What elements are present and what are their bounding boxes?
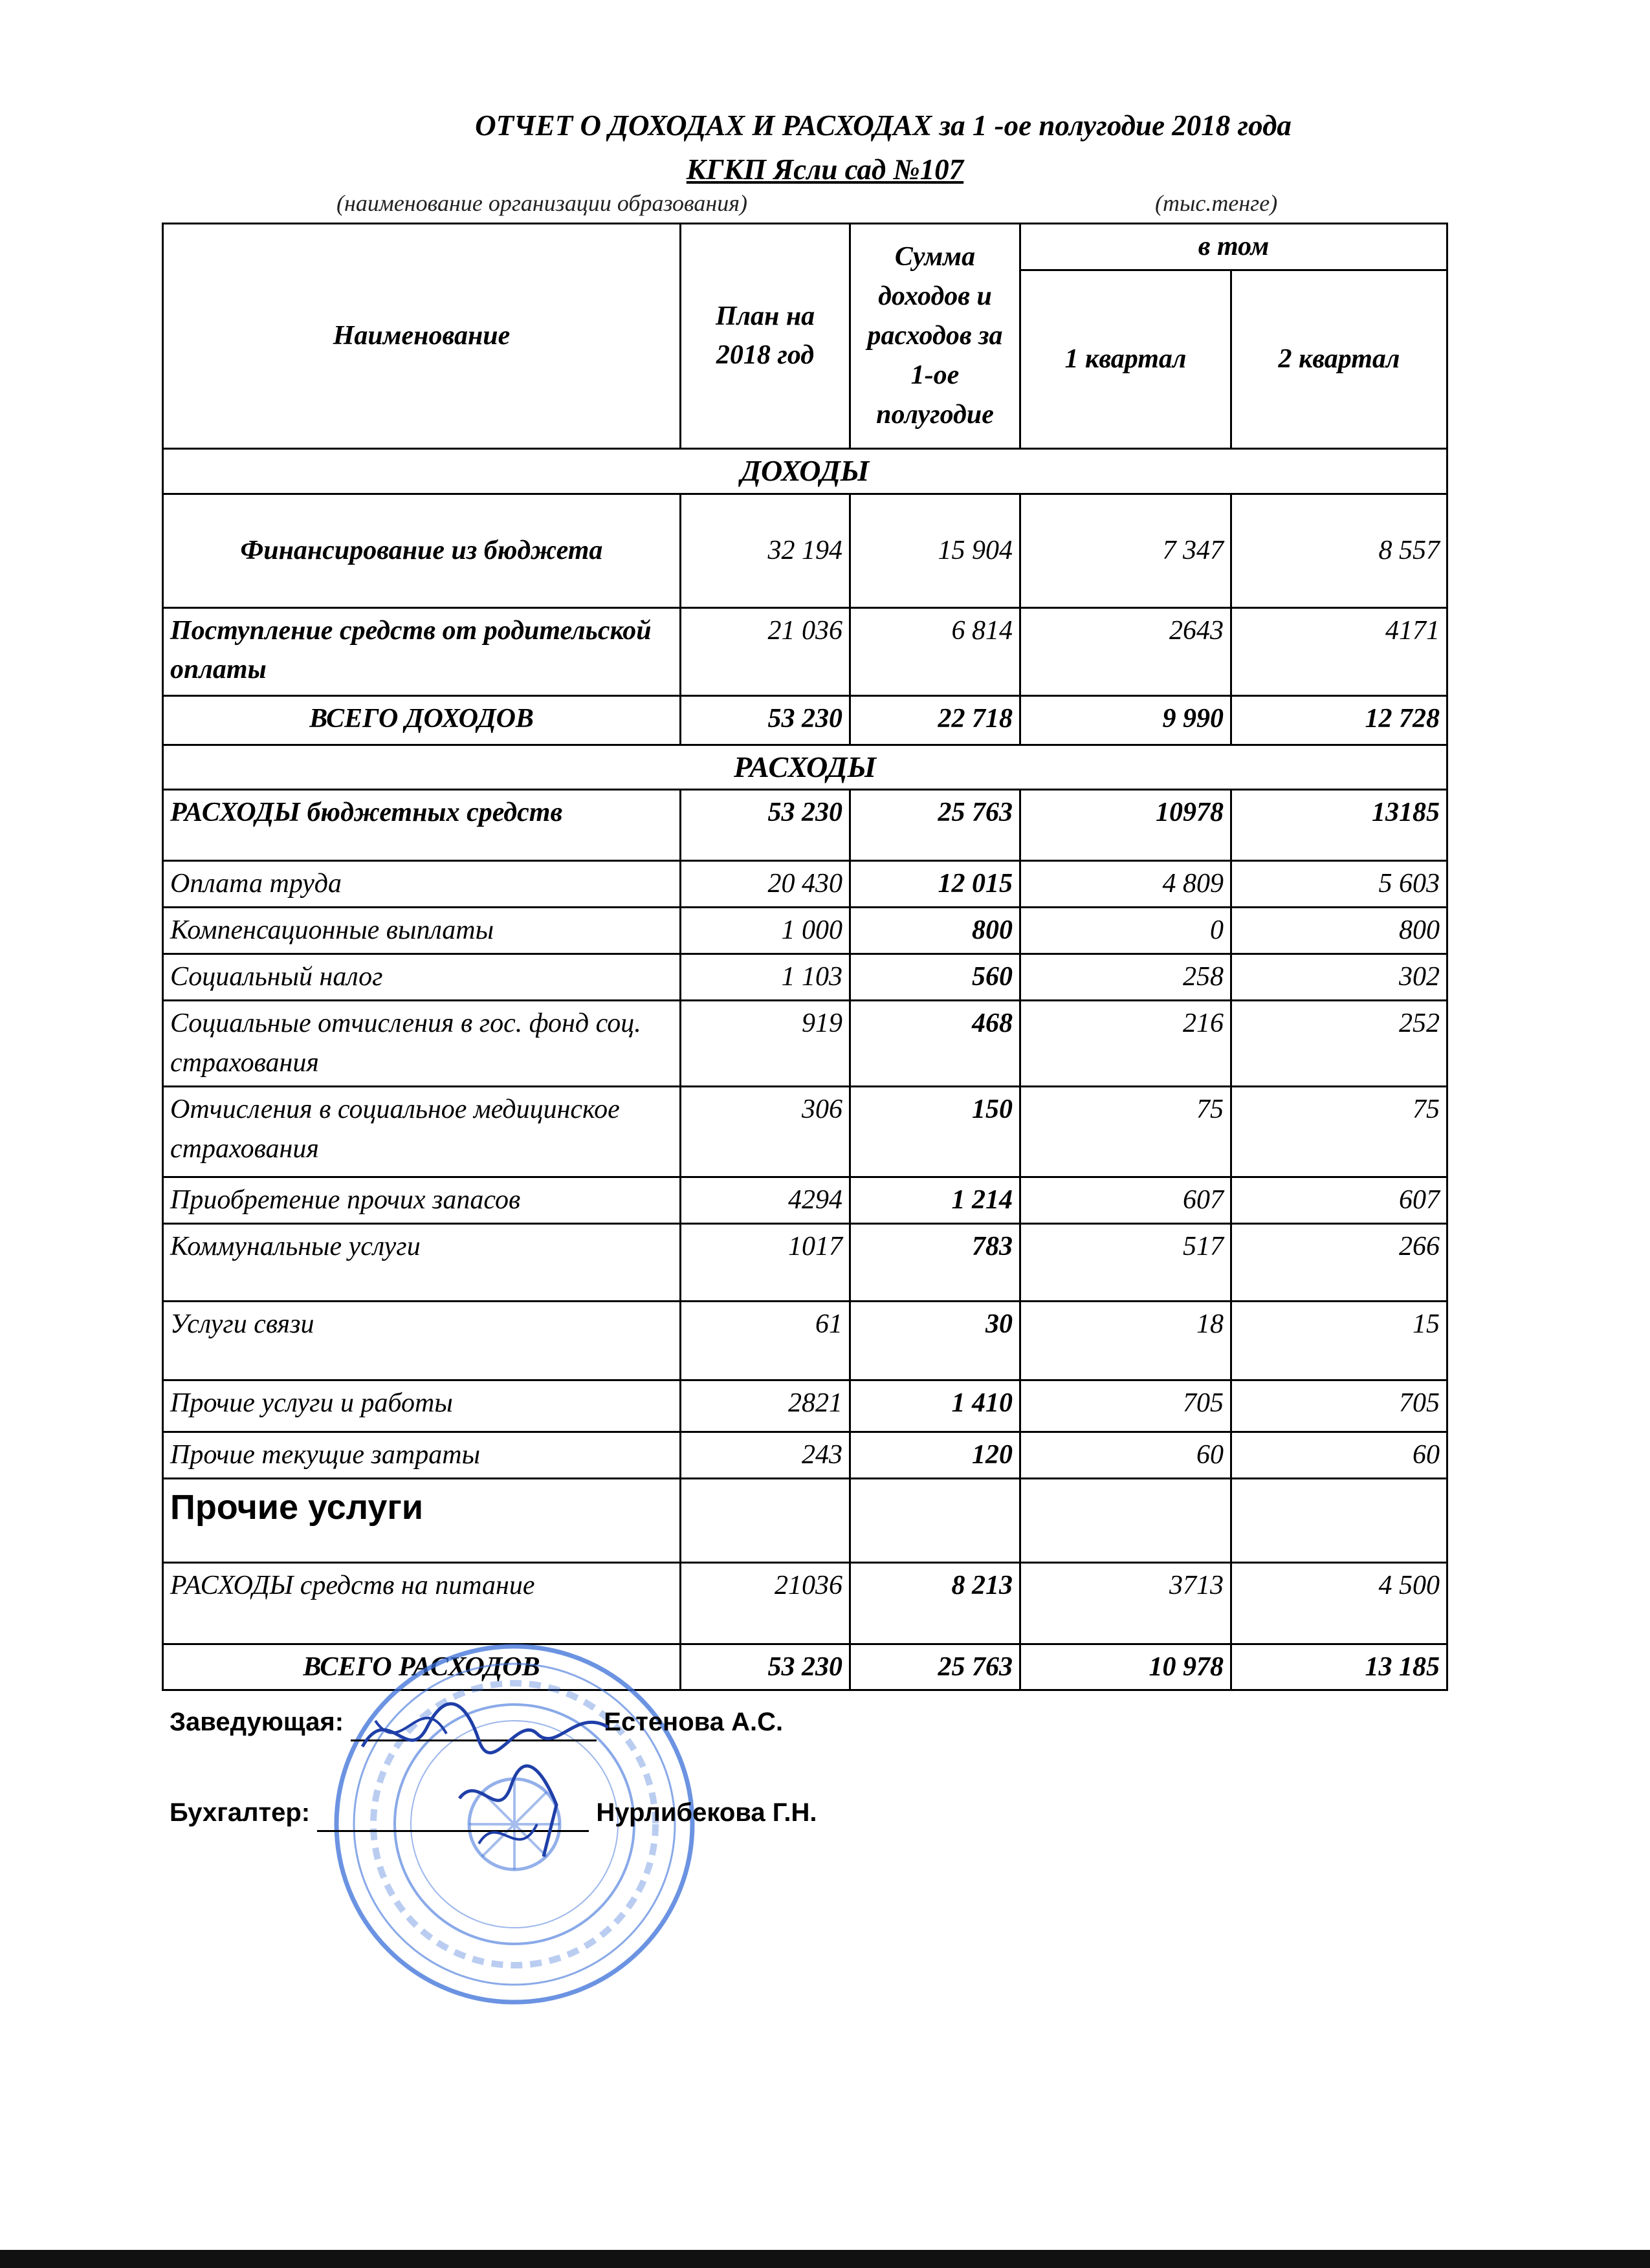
table-row: Отчисления в социальное медицинское страхования 306 150 75 75 [163,1086,1447,1177]
table-row: Финансирование из бюджета 32 194 15 904 7 347 8 557 [163,494,1447,607]
head-name: Естенова А.С. [604,1708,784,1736]
table-row: Коммунальные услуги 1017 783 517 266 [163,1223,1447,1301]
report-title: ОТЧЕТ О ДОХОДАХ И РАСХОДАХ за 1 -ое полугодие 2018 года [475,109,1292,142]
scan-edge [0,2250,1650,2268]
table-row: Услуги связи 61 30 18 15 [163,1301,1447,1380]
budget-expenses-row: РАСХОДЫ бюджетных средств 53 230 25 763 10978 13185 [163,790,1447,861]
table-row: Поступление средств от родительской оплаты 21 036 6 814 2643 4171 [163,607,1447,695]
food-expenses-row: РАСХОДЫ средств на питание 21036 8 213 3713 4 500 [163,1562,1447,1644]
header-plan: План на 2018 год [681,224,850,449]
header-incl: в том [1020,224,1447,270]
header-q1: 1 квартал [1020,270,1231,448]
report-table [162,223,1448,1691]
table-row: Социальные отчисления в гос. фонд соц. страхования 919 468 216 252 [163,1000,1447,1086]
expenses-total-row: ВСЕГО РАСХОДОВ 53 230 25 763 10 978 13 185 [163,1644,1447,1690]
organization-name: КГКП Ясли сад №107 [686,153,964,186]
table-row: Социальный налог 1 103 560 258 302 [163,954,1447,1001]
accountant-label: Бухгалтер: [170,1798,311,1827]
table-row: Приобретение прочих запасов 4294 1 214 607 607 [163,1177,1447,1223]
units-caption: (тыс.тенге) [1155,190,1278,216]
head-label: Заведующая: [170,1708,344,1736]
accountant-name: Нурлибекова Г.Н. [596,1798,817,1827]
header-name: Наименование [163,224,681,449]
income-total-row: ВСЕГО ДОХОДОВ 53 230 22 718 9 990 12 728 [163,695,1447,745]
table-row: Компенсационные выплаты 1 000 800 0 800 [163,908,1447,954]
header-q2: 2 квартал [1231,270,1447,448]
org-caption: (наименование организации образования) [336,190,747,216]
expenses-section: РАСХОДЫ [163,745,1447,790]
handwritten-signature-icon [349,1675,634,1870]
table-row: Оплата труда 20 430 12 015 4 809 5 603 [163,861,1447,908]
table-row: Прочие услуги и работы 2821 1 410 705 705 [163,1380,1447,1432]
income-section: ДОХОДЫ [163,448,1447,494]
other-services-row: Прочие услуги [163,1478,1447,1562]
table-row: Прочие текущие затраты 243 120 60 60 [163,1432,1447,1478]
header-sum: Сумма доходов и расходов за 1-ое полугодие [850,224,1020,449]
